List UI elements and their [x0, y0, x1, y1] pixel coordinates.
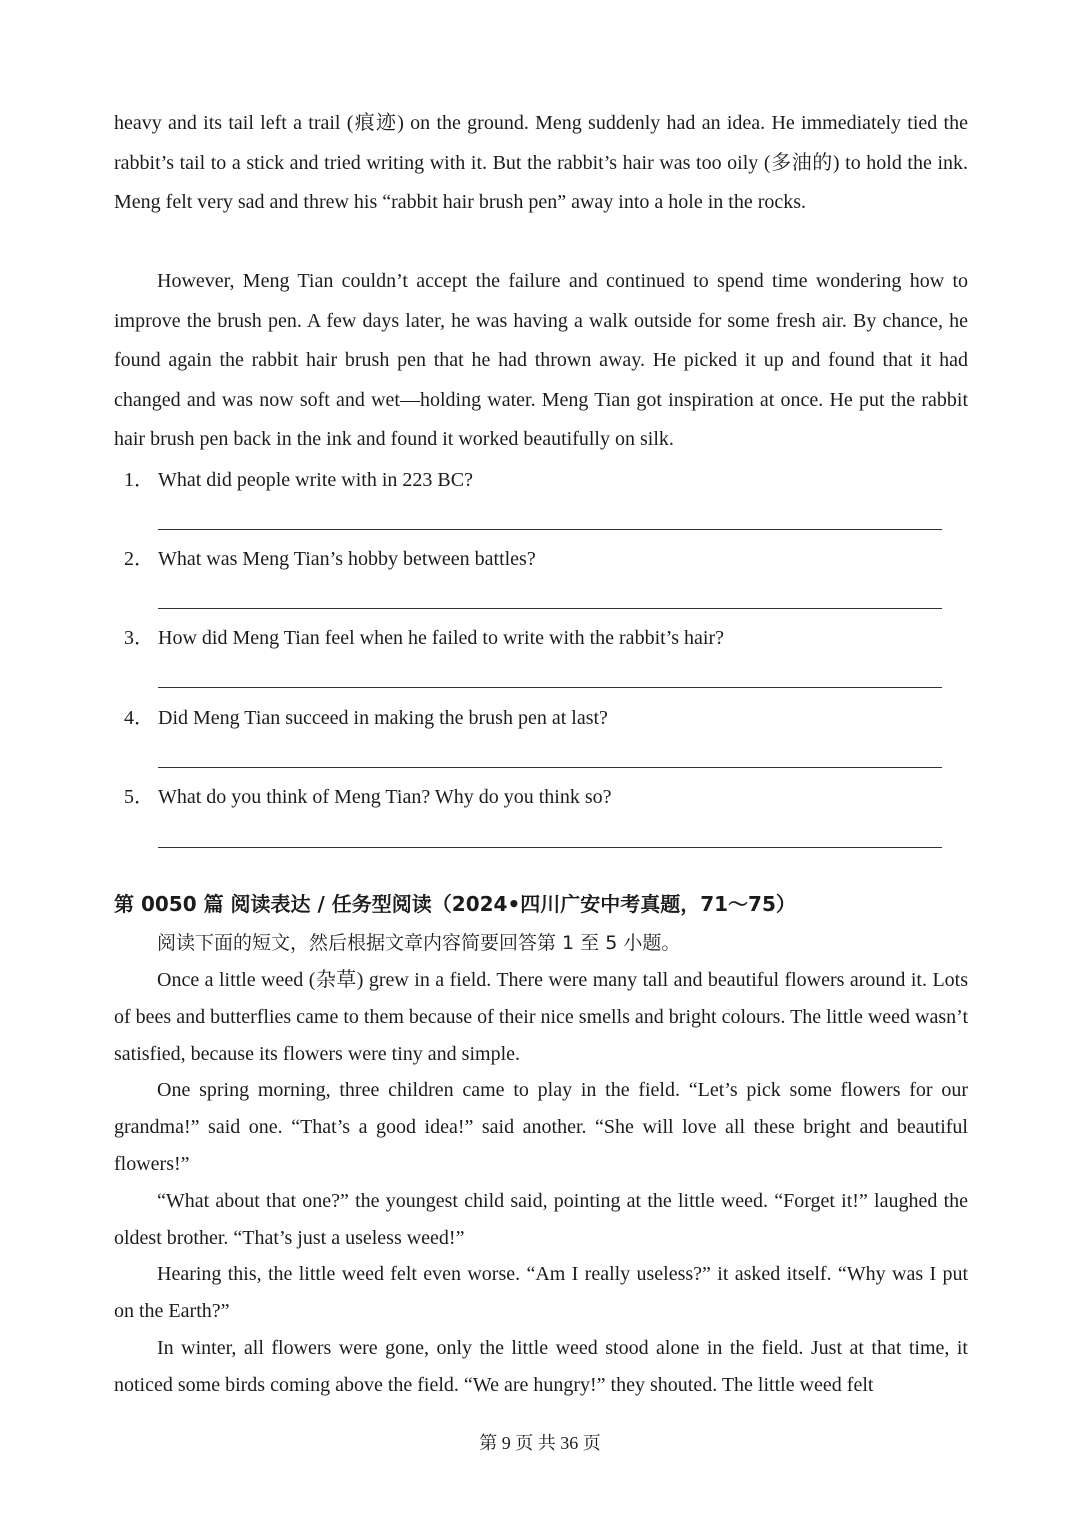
question-2 — [124, 546, 944, 572]
new-passage — [114, 962, 968, 1404]
question-number: 1． — [124, 469, 154, 491]
passage-paragraph: Hearing this, the little weed felt even worse. “Am I really useless?” it asked itself. “Why was I put on the Earth?” — [114, 1263, 968, 1323]
question-number: 4． — [124, 707, 154, 729]
question-4 — [124, 705, 944, 731]
passage-paragraph: However, Meng Tian couldn’t accept the failure and continued to spend time wondering how to improve the brush pen. A few days later, he was having a walk outside for some fresh air. By chance, he found again the rabbit hair brush pen that he had thrown away. He picked it up and found that it had changed and was now soft and wet—holding water. Meng Tian got inspiration at once. He put the rabbit hair brush pen back in the ink and found it worked beautifully on silk. — [114, 270, 968, 450]
question-number: 5． — [124, 786, 154, 808]
passage-paragraph: Once a little weed (杂草) grew in a field. There were many tall and beautiful flowers around it. Lots of bees and butterflies came to them because of their nice smells and bright colours. The little weed wasn’t satisfied, because its flowers were tiny and simple. — [114, 969, 968, 1065]
answer-line-1[interactable] — [158, 529, 942, 530]
question-text: How did Meng Tian feel when he failed to write with the rabbit’s hair? — [158, 627, 724, 649]
question-3 — [124, 625, 944, 651]
question-number: 3． — [124, 627, 154, 649]
question-5 — [124, 784, 944, 810]
answer-line-4[interactable] — [158, 767, 942, 768]
passage-paragraph: “What about that one?” the youngest child said, pointing at the little weed. “Forget it!” laughed the oldest brother. “That’s just a useless weed!” — [114, 1189, 968, 1249]
answer-line-5[interactable] — [158, 847, 942, 848]
page-footer: 第 9 页 共 36 页 — [479, 1433, 601, 1453]
passage-paragraph: One spring morning, three children came to play in the field. “Let’s pick some flowers for our grandma!” said one. “That’s a good idea!” said another. “She will love all these bright and beautiful flowers!” — [114, 1079, 968, 1175]
question-text: Did Meng Tian succeed in making the brush pen at last? — [158, 707, 608, 729]
question-text: What did people write with in 223 BC? — [158, 469, 473, 491]
passage-paragraph: heavy and its tail left a trail (痕迹) on the ground. Meng suddenly had an idea. He immediately tied the rabbit’s tail to a stick and tried writing with it. But the rabbit’s hair was too oily (多油的) to hold the ink. Meng felt very sad and threw his “rabbit hair brush pen” away into a hole in the rocks. — [114, 112, 968, 213]
question-number: 2． — [124, 548, 154, 570]
section-heading: 第 0050 篇 阅读表达 / 任务型阅读（2024•四川广安中考真题，71～75） — [114, 892, 796, 916]
question-1 — [124, 467, 944, 493]
passage-paragraph: In winter, all flowers were gone, only the little weed stood alone in the field. Just at that time, it noticed some birds coming above the field. “We are hungry!” they shouted. The little weed felt — [114, 1336, 968, 1396]
question-text: What was Meng Tian’s hobby between battles? — [158, 548, 536, 570]
question-text: What do you think of Meng Tian? Why do you think so? — [158, 786, 612, 808]
answer-line-3[interactable] — [158, 687, 942, 688]
section-instruction: 阅读下面的短文，然后根据文章内容简要回答第 1 至 5 小题。 — [157, 932, 681, 954]
answer-line-2[interactable] — [158, 608, 942, 609]
